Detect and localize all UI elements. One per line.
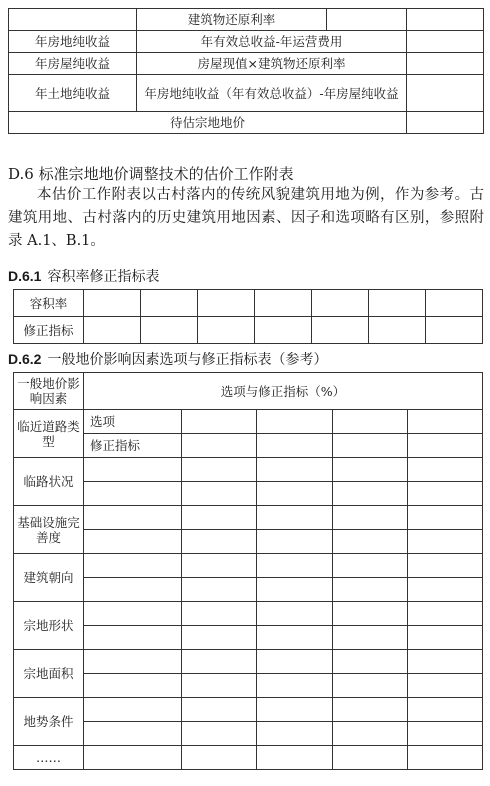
table-cell (182, 626, 257, 650)
table-cell (84, 674, 182, 698)
table-cell (84, 626, 182, 650)
subsection-title: 一般地价影响因素选项与修正指标表（参考） (47, 352, 328, 368)
table-row (14, 434, 483, 458)
far-correction-table (13, 289, 483, 344)
table-cell (257, 530, 332, 554)
table-cell (84, 317, 141, 344)
table-row (14, 602, 483, 626)
table-cell (407, 112, 484, 134)
table-row (14, 290, 483, 317)
table-cell (407, 53, 484, 75)
table-cell (182, 554, 257, 578)
table-cell (369, 317, 426, 344)
table-cell: 容积率 (14, 290, 84, 317)
table-cell (407, 434, 482, 458)
table-header-row (14, 373, 483, 410)
table-cell (257, 410, 332, 434)
table-cell (84, 530, 182, 554)
table-cell (84, 578, 182, 602)
table-cell (407, 722, 482, 746)
table-cell (198, 317, 255, 344)
table-cell: 年土地纯收益 (9, 75, 137, 112)
table-cell (332, 602, 407, 626)
table-cell (332, 530, 407, 554)
table-row (9, 53, 484, 75)
table-cell (407, 458, 482, 482)
table-cell (332, 674, 407, 698)
table-row (14, 530, 483, 554)
table-cell (332, 482, 407, 506)
table-cell (255, 290, 312, 317)
table-row (14, 317, 483, 344)
table-cell (84, 602, 182, 626)
table-cell (332, 650, 407, 674)
table-cell (257, 626, 332, 650)
subsection-number: D.6.1 (8, 268, 42, 284)
table-row (14, 458, 483, 482)
table-cell (182, 698, 257, 722)
table-row (14, 650, 483, 674)
table-row (14, 410, 483, 434)
table-cell (257, 698, 332, 722)
table-cell (407, 554, 482, 578)
table-cell (141, 317, 198, 344)
table-cell (407, 602, 482, 626)
table-cell (332, 410, 407, 434)
table-cell (182, 674, 257, 698)
table-cell (84, 290, 141, 317)
table-cell (257, 650, 332, 674)
table-cell (312, 290, 369, 317)
valuation-table (8, 8, 484, 134)
table-row (9, 31, 484, 53)
table-cell (257, 554, 332, 578)
table-cell (407, 746, 482, 770)
table-row (14, 674, 483, 698)
table-cell (141, 290, 198, 317)
table-cell (255, 317, 312, 344)
subsection-title: 容积率修正指标表 (47, 269, 160, 285)
table-cell (84, 458, 182, 482)
table-cell (332, 434, 407, 458)
table-cell (257, 602, 332, 626)
table-cell (332, 698, 407, 722)
table-cell (407, 75, 484, 112)
table-cell: 建筑物还原利率 (137, 9, 327, 31)
factor-cell: 临路状况 (14, 458, 84, 506)
subsection-heading (8, 266, 159, 286)
table-cell: 年房地纯收益 (9, 31, 137, 53)
table-cell (369, 290, 426, 317)
table-cell: 年房地纯收益（年有效总收益）-年房屋纯收益 (137, 75, 407, 112)
table-cell (332, 746, 407, 770)
general-factors-table (13, 372, 483, 770)
table-cell (182, 578, 257, 602)
table-cell (84, 554, 182, 578)
factor-cell: 临近道路类型 (14, 410, 84, 458)
table-header-cell: 选项与修正指标（%） (84, 373, 483, 410)
table-cell (257, 746, 332, 770)
table-cell (182, 722, 257, 746)
table-cell (84, 746, 182, 770)
table-cell (9, 9, 137, 31)
table-cell (426, 317, 483, 344)
table-cell (257, 482, 332, 506)
table-cell (257, 506, 332, 530)
factor-cell: 地势条件 (14, 698, 84, 746)
table-cell (257, 722, 332, 746)
table-row (14, 578, 483, 602)
table-cell (407, 410, 482, 434)
table-cell (407, 9, 484, 31)
factor-cell: …… (14, 746, 84, 770)
body-paragraph (8, 184, 484, 253)
table-cell (407, 698, 482, 722)
option-label-cell: 选项 (84, 410, 182, 434)
table-row (14, 554, 483, 578)
table-cell (407, 530, 482, 554)
table-row (14, 482, 483, 506)
factor-cell: 建筑朝向 (14, 554, 84, 602)
table-cell (182, 410, 257, 434)
table-cell (84, 506, 182, 530)
table-cell (407, 578, 482, 602)
table-cell (257, 674, 332, 698)
factor-cell: 宗地面积 (14, 650, 84, 698)
table-cell (332, 722, 407, 746)
table-cell (407, 506, 482, 530)
subsection-heading (8, 349, 327, 369)
table-cell: 修正指标 (14, 317, 84, 344)
table-row (9, 75, 484, 112)
table-cell (182, 434, 257, 458)
index-label-cell: 修正指标 (84, 434, 182, 458)
table-cell (182, 746, 257, 770)
table-header-cell: 一般地价影响因素 (14, 373, 84, 410)
table-cell (182, 650, 257, 674)
table-row (9, 9, 484, 31)
table-cell (198, 290, 255, 317)
paragraph-text: 本估价工作附表以古村落内的传统风貌建筑用地为例，作为参考。古建筑用地、古村落内的历史建筑用地因素、因子和选项略有区别，参照附录 A.1、B.1。 (8, 187, 484, 249)
table-cell (257, 458, 332, 482)
table-cell (407, 674, 482, 698)
table-cell (332, 554, 407, 578)
table-cell: 房屋现值×建筑物还原利率 (137, 53, 407, 75)
table-row (14, 506, 483, 530)
table-cell (182, 482, 257, 506)
section-heading: D.6 标准宗地地价调整技术的估价工作附表 (8, 165, 294, 183)
table-row (14, 626, 483, 650)
table-cell (182, 506, 257, 530)
table-cell (182, 530, 257, 554)
table-cell (257, 578, 332, 602)
table-cell (332, 626, 407, 650)
table-row (14, 746, 483, 770)
table-cell (84, 698, 182, 722)
table-cell (407, 482, 482, 506)
table-cell (182, 458, 257, 482)
table-cell (257, 434, 332, 458)
table-row (14, 698, 483, 722)
table-cell: 年房屋纯收益 (9, 53, 137, 75)
subsection-number: D.6.2 (8, 351, 42, 367)
table-cell (407, 31, 484, 53)
table-cell (426, 290, 483, 317)
table-cell (84, 650, 182, 674)
table-cell (312, 317, 369, 344)
table-cell (84, 482, 182, 506)
table-cell (332, 458, 407, 482)
table-cell (327, 9, 407, 31)
table-cell (332, 506, 407, 530)
factor-cell: 基础设施完善度 (14, 506, 84, 554)
table-cell: 待估宗地地价 (9, 112, 407, 134)
table-cell (332, 578, 407, 602)
table-cell (182, 602, 257, 626)
table-cell: 年有效总收益-年运营费用 (137, 31, 407, 53)
table-cell (84, 722, 182, 746)
table-cell (407, 626, 482, 650)
table-cell (407, 650, 482, 674)
table-row (9, 112, 484, 134)
table-row (14, 722, 483, 746)
factor-cell: 宗地形状 (14, 602, 84, 650)
